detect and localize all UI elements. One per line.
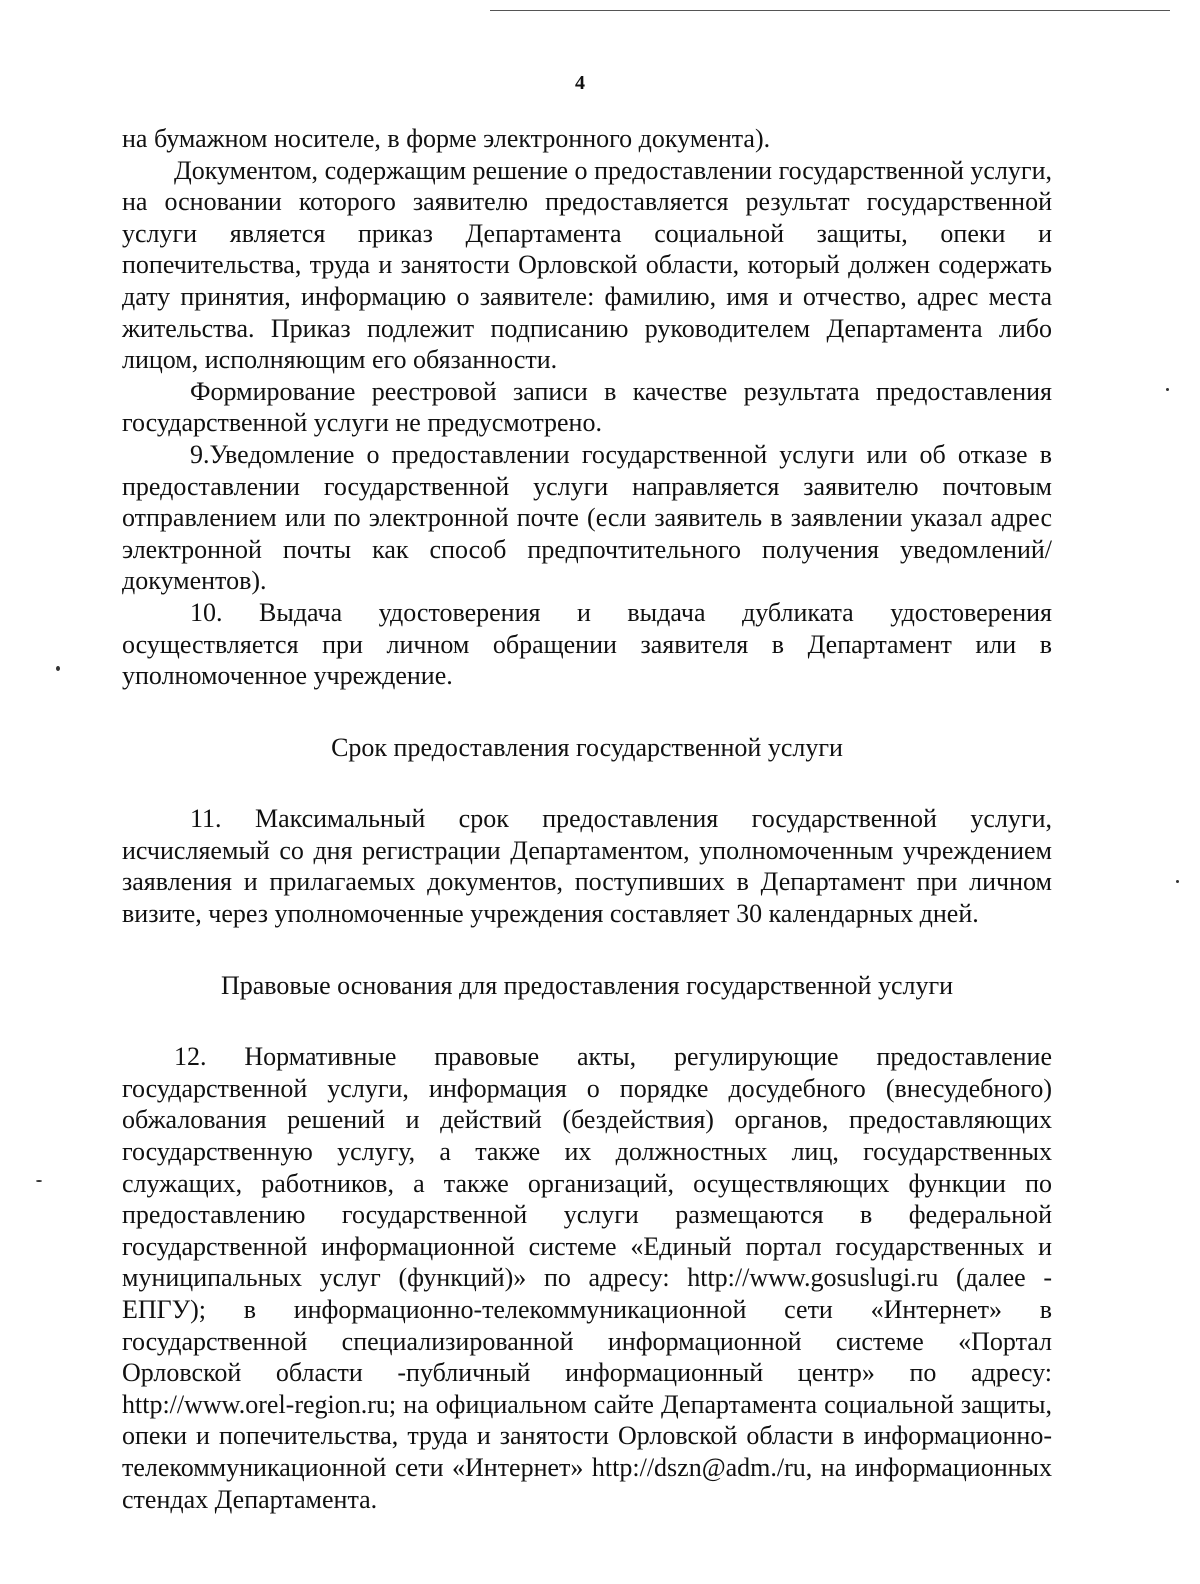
- spacer: [122, 930, 1052, 970]
- section-heading-legal-basis: Правовые основания для предоставления государственной услуги: [220, 970, 954, 1000]
- spacer: [122, 763, 1052, 803]
- spacer: [122, 1001, 1052, 1041]
- paragraph-decision-document: Документом, содержащим решение о предоставлении государственной услуги, на основании которого заявителю предоставляется результат государственной услуги является приказ Департамента социальной защиты, опеки и попечительства, труда и занятости Орловской области, который должен содержать дату принятия, информацию о заявителе: фамилию, имя и отчество, адрес места жительства. Приказ подлежит подписанию руководителем Департамента либо лицом, исполняющим его обязанности.: [122, 155, 1052, 375]
- paragraph-item-11: 11. Максимальный срок предоставления государственной услуги, исчисляемый со дня регистрации Департаментом, уполномоченным учреждением заявления и прилагаемых документов, поступивших в Департамент при личном визите, через уполномоченные учреждения составляет 30 календарных дней.: [122, 804, 1052, 929]
- scan-speck: [36, 1180, 42, 1182]
- spacer: [122, 692, 1052, 732]
- scan-speck: [1166, 388, 1169, 391]
- document-body: [122, 123, 1052, 1515]
- paragraph-continuation: на бумажном носителе, в форме электронного документа).: [122, 124, 771, 153]
- scan-speck: [1176, 880, 1179, 883]
- paragraph-item-12: 12. Нормативные правовые акты, регулирующие предоставление государственной услуги, информация о порядке досудебного (внесудебного) обжалования решений и действий (бездействия) органов, предоставляющих государственную услугу, а также их должностных лиц, государственных служащих, работников, а также организаций, осуществляющих функции по предоставлению государственной услуги размещаются в федеральной государственной информационной системе «Единый портал государственных и муниципальных услуг (функций)» по адресу: http://www.gosuslugi.ru (далее - ЕПГУ); в информационно-телекоммуникационной сети «Интернет» в государственной специализированной информационной системе «Портал Орловской области -публичный информационный центр» по адресу: http://www.orel-region.ru; на официальном сайте Департамента социальной защиты, опеки и попечительства, труда и занятости Орловской области в информационно-телекоммуникационной сети «Интернет» http://dszn@adm./ru, на информационных стендах Департамента.: [122, 1042, 1052, 1514]
- top-scan-rule: [490, 10, 1170, 11]
- scan-speck: [56, 666, 60, 671]
- paragraph-item-9: 9.Уведомление о предоставлении государственной услуги или об отказе в предоставлении государственной услуги направляется заявителю почтовым отправлением или по электронной почте (если заявитель в заявлении указал адрес электронной почты как способ предпочтительного получения уведомлений/документов).: [122, 439, 1052, 596]
- paragraph-registry-record: Формирование реестровой записи в качестве результата предоставления государственной услуги не предусмотрено.: [122, 376, 1052, 438]
- page-number: 4: [575, 72, 585, 94]
- section-heading-service-term: Срок предоставления государственной услуги: [331, 732, 843, 762]
- paragraph-item-10: 10. Выдача удостоверения и выдача дубликата удостоверения осуществляется при личном обращении заявителя в Департамент или в уполномоченное учреждение.: [122, 597, 1052, 691]
